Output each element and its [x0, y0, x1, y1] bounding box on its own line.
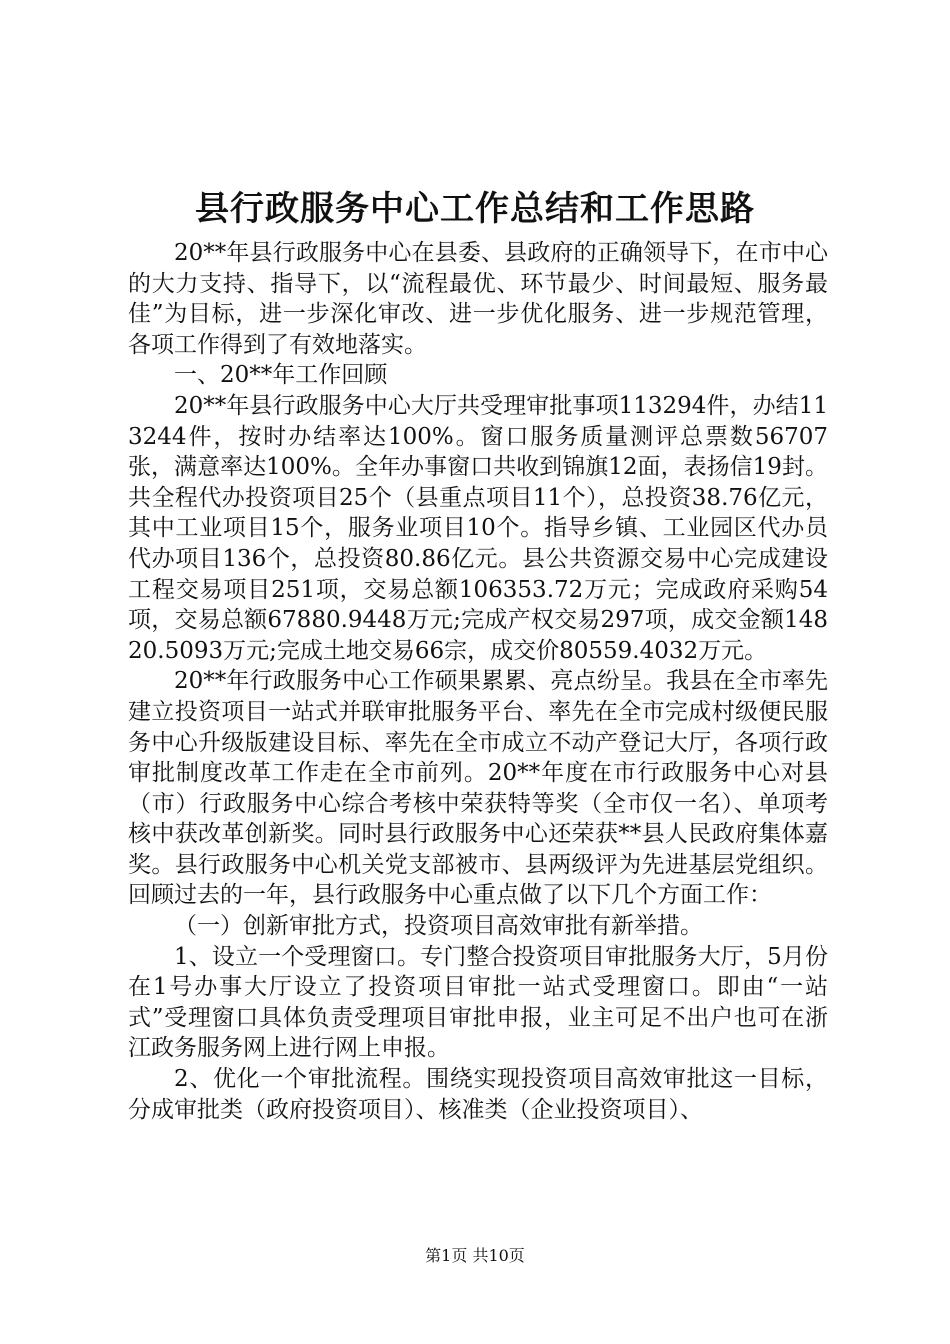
paragraph-item-2: 2、优化一个审批流程。围绕实现投资项目高效审批这一目标，分成审批类（政府投资项目）、核准类（企业投资项目）、	[128, 1066, 828, 1123]
document-title: 县行政服务中心工作总结和工作思路	[195, 189, 755, 229]
paragraph-intro: 20**年县行政服务中心在县委、县政府的正确领导下，在市中心的大力支持、指导下，以“流程最优、环节最少、时间最短、服务最佳”为目标，进一步深化审改、进一步优化服务、进一步规范管理，各项工作得到了有效地落实。	[128, 240, 828, 358]
page-number-footer: 第1页 共10页	[425, 1246, 525, 1265]
document-body	[128, 238, 828, 1125]
paragraph-achievements: 20**年行政服务中心工作硕果累累、亮点纷呈。我县在全市率先建立投资项目一站式并联审批服务平台、率先在全市完成村级便民服务中心升级版建设目标、率先在全市成立不动产登记大厅，各项行政审批制度改革工作走在全市前列。20**年度在市行政服务中心对县（市）行政服务中心综合考核中荣获特等奖（全市仅一名）、单项考核中获改革创新奖。同时县行政服务中心还荣获**县人民政府集体嘉奖。县行政服务中心机关党支部被市、县两级评为先进基层党组织。回顾过去的一年，县行政服务中心重点做了以下几个方面工作：	[128, 668, 828, 909]
paragraph-statistics: 20**年县行政服务中心大厅共受理审批事项113294件，办结113244件，按时办结率达100%。窗口服务质量测评总票数56707张，满意率达100%。全年办事窗口共收到锦旗12面，表扬信19封。共全程代办投资项目25个（县重点项目11个），总投资38.76亿元，其中工业项目15个，服务业项目10个。指导乡镇、工业园区代办员代办项目136个，总投资80.86亿元。县公共资源交易中心完成建设工程交易项目251项，交易总额106353.72万元；完成政府采购54项，交易总额67880.9448万元;完成产权交易297项，成交金额14820.5093万元;完成土地交易66宗，成交价80559.4032万元。	[128, 392, 828, 664]
subsection-heading-approval: （一）创新审批方式，投资项目高效审批有新举措。	[174, 913, 703, 940]
section-heading-review: 一、20**年工作回顾	[174, 362, 388, 389]
paragraph-item-1: 1、设立一个受理窗口。专门整合投资项目审批服务大厅，5月份在1号办事大厅设立了投资项目审批一站式受理窗口。即由“一站式”受理窗口具体负责受理项目审批申报，业主可足不出户也可在浙江政务服务网上进行网上申报。	[128, 943, 828, 1062]
